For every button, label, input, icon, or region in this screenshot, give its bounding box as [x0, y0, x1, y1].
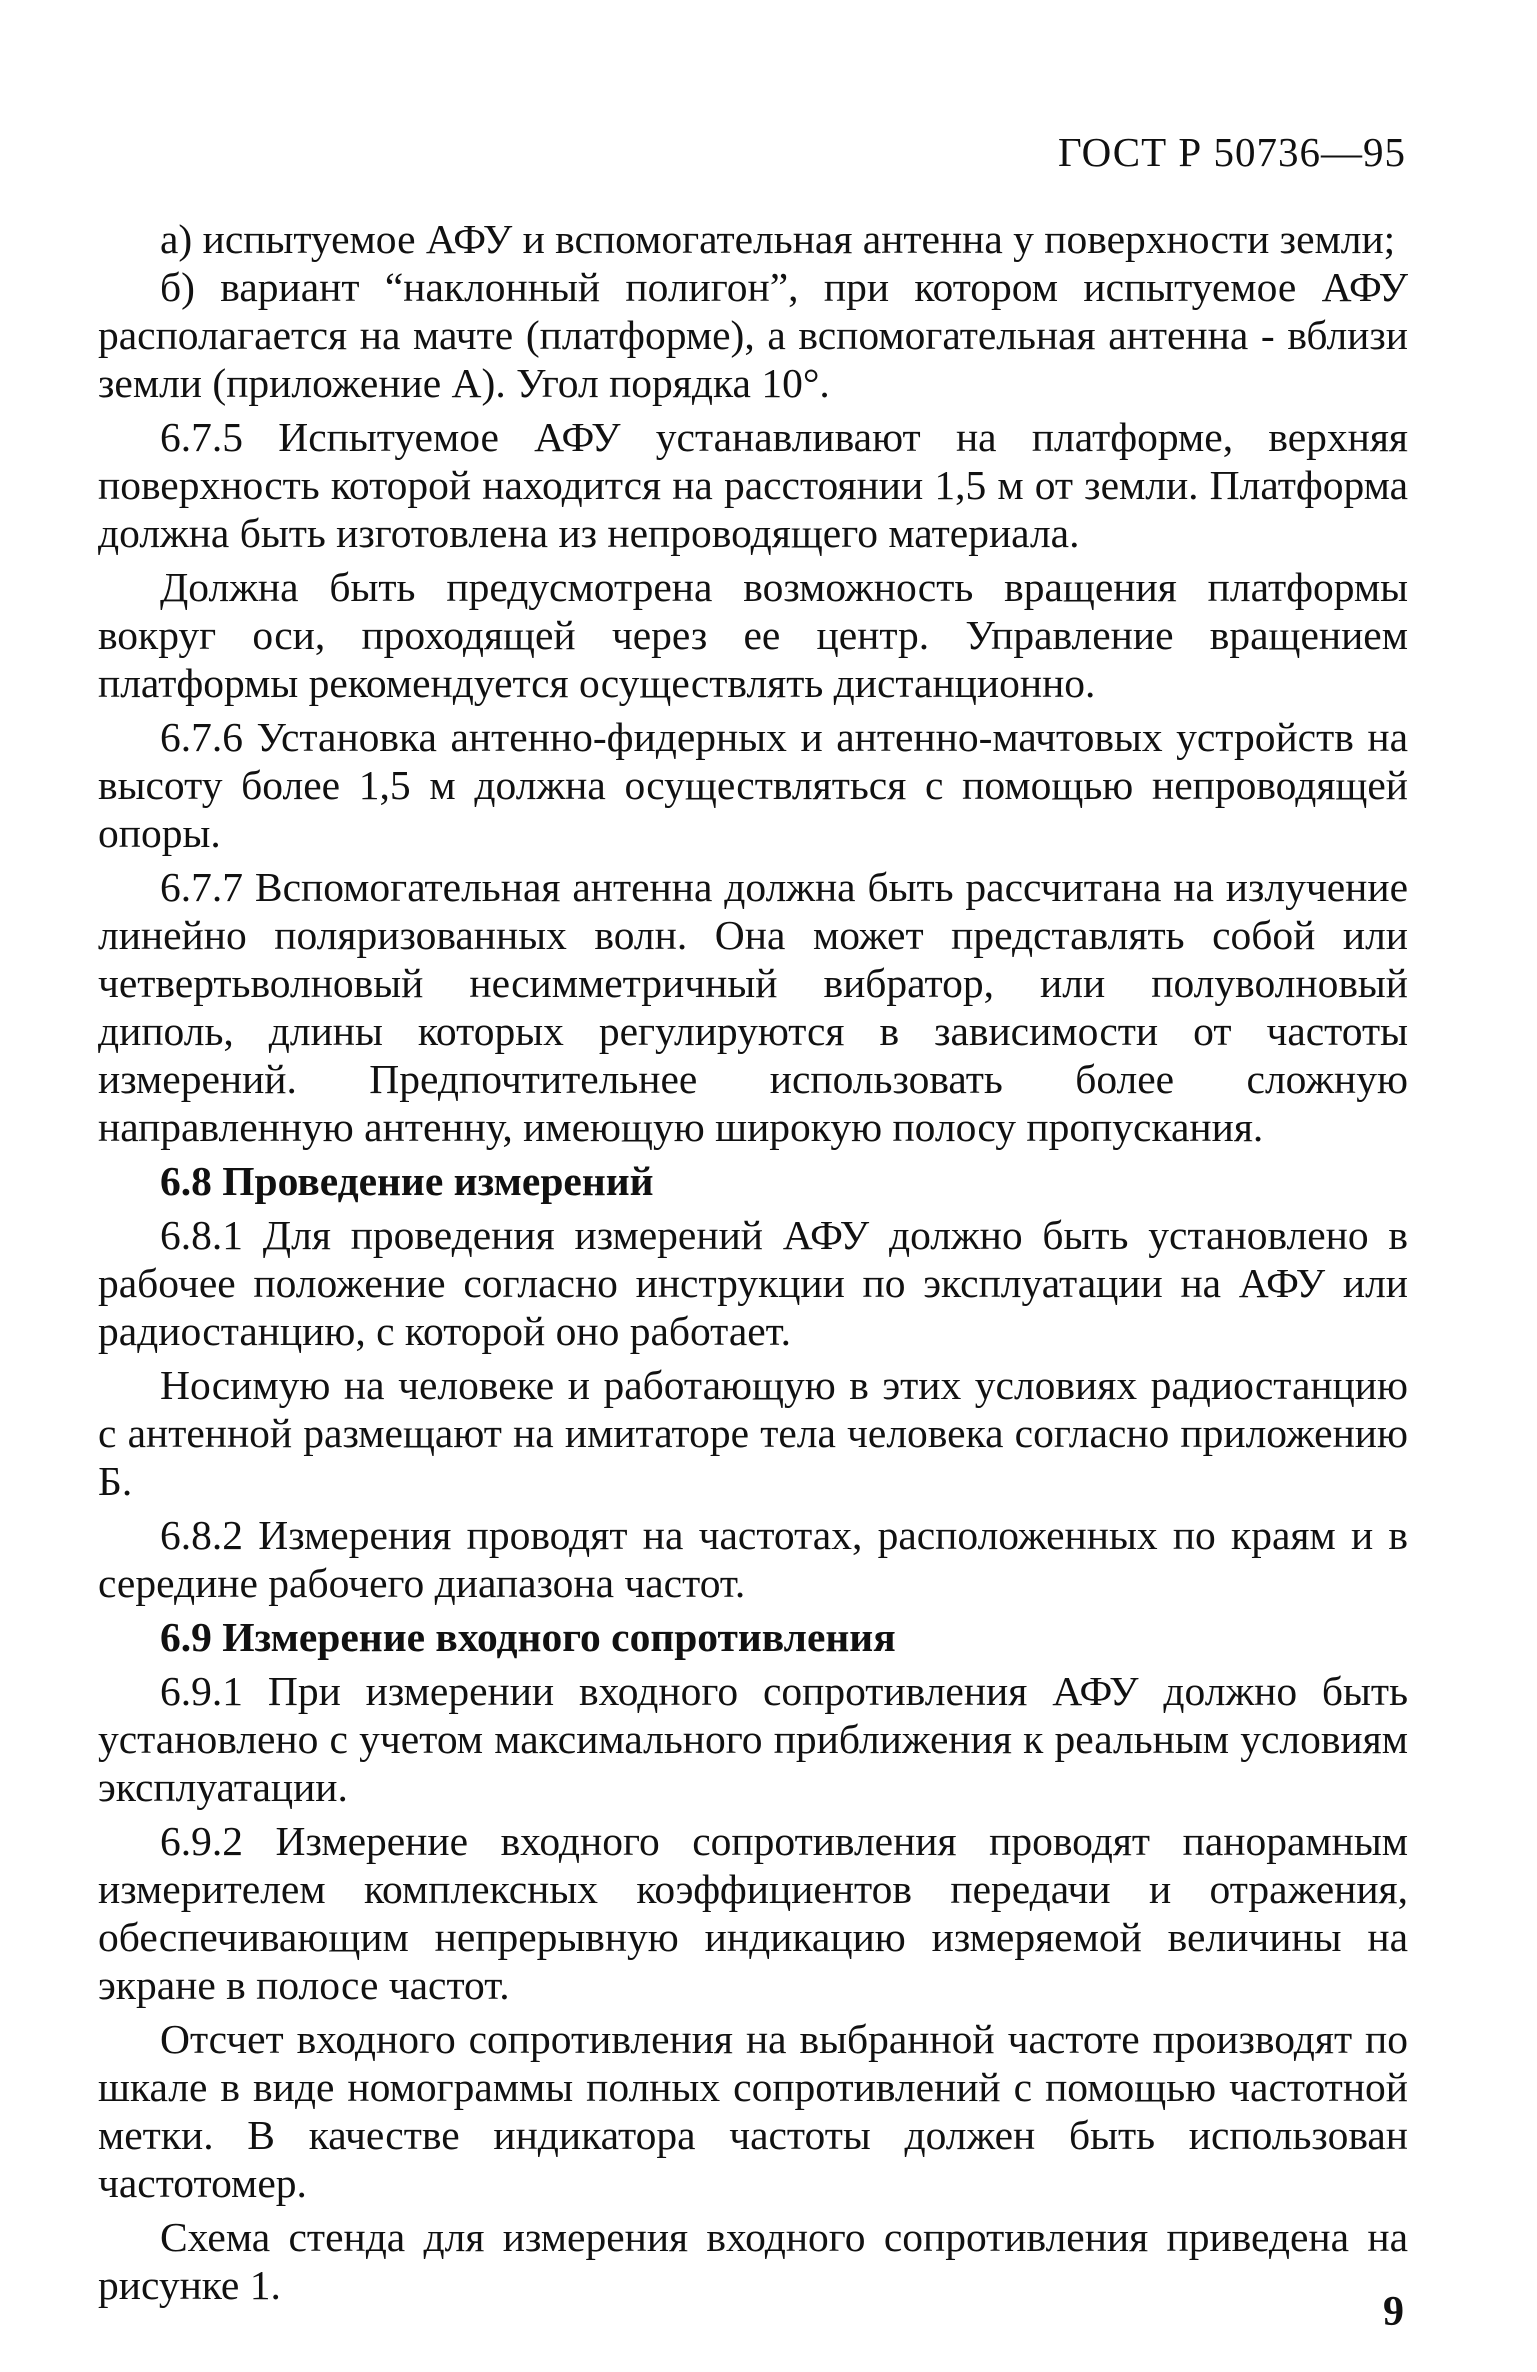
paragraph-6-8-1: 6.8.1 Для проведения измерений АФУ должно быть установлено в рабочее положение согласно инструкции по эксплуатации на АФУ или радиостанцию, с которой оно работает. — [98, 1212, 1408, 1354]
paragraph-readout: Отсчет входного сопротивления на выбранной частоте производят по шкале в виде номограммы полных сопротивлений с помощью частотной метки. В качестве индикатора частоты должен быть использован частотомер. — [98, 2016, 1408, 2206]
document-body — [98, 215, 1408, 2309]
section-heading-6-8: 6.8 Проведение измерений — [160, 1158, 654, 1204]
document-header: ГОСТ Р 50736—95 — [1058, 129, 1406, 175]
paragraph-6-9-1: 6.9.1 При измерении входного сопротивления АФУ должно быть установлено с учетом максимального приближения к реальным условиям эксплуатации. — [98, 1668, 1408, 1810]
paragraph-body-simulator: Носимую на человеке и работающую в этих условиях радиостанцию с антенной размещают на имитаторе тела человека согласно приложению Б. — [98, 1362, 1408, 1504]
paragraph-item-a: а) испытуемое АФУ и вспомогательная антенна у поверхности земли; — [160, 216, 1396, 262]
paragraph-figure-reference: Схема стенда для измерения входного сопротивления приведена на рисунке 1. — [98, 2214, 1408, 2308]
paragraph-6-7-5: 6.7.5 Испытуемое АФУ устанавливают на платформе, верхняя поверхность которой находится на расстоянии 1,5 м от земли. Платформа должна быть изготовлена из непроводящего материала. — [98, 414, 1408, 556]
section-heading-6-9: 6.9 Измерение входного сопротивления — [160, 1614, 896, 1660]
paragraph-6-9-2: 6.9.2 Измерение входного сопротивления проводят панорамным измерителем комплексных коэффициентов передачи и отражения, обеспечивающим непрерывную индикацию измеряемой величины на экране в полосе частот. — [98, 1818, 1408, 2008]
paragraph-6-8-2: 6.8.2 Измерения проводят на частотах, расположенных по краям и в середине рабочего диапазона частот. — [98, 1512, 1408, 1606]
paragraph-6-7-6: 6.7.6 Установка антенно-фидерных и антенно-мачтовых устройств на высоту более 1,5 м должна осуществляться с помощью непроводящей опоры. — [98, 714, 1408, 856]
paragraph-6-7-7: 6.7.7 Вспомогательная антенна должна быть рассчитана на излучение линейно поляризованных волн. Она может представлять собой или четвертьволновый несимметричный вибратор, или полуволновый диполь, длины которых регулируются в зависимости от частоты измерений. Предпочтительнее использовать более сложную направленную антенну, имеющую широкую полосу пропускания. — [98, 864, 1408, 1150]
paragraph-rotation: Должна быть предусмотрена возможность вращения платформы вокруг оси, проходящей через ее центр. Управление вращением платформы рекомендуется осуществлять дистанционно. — [98, 564, 1408, 706]
page-number: 9 — [1383, 2289, 1404, 2335]
paragraph-item-b: б) вариант “наклонный полигон”, при котором испытуемое АФУ располагается на мачте (платформе), а вспомогательная антенна - вблизи земли (приложение А). Угол порядка 10°. — [98, 264, 1408, 406]
